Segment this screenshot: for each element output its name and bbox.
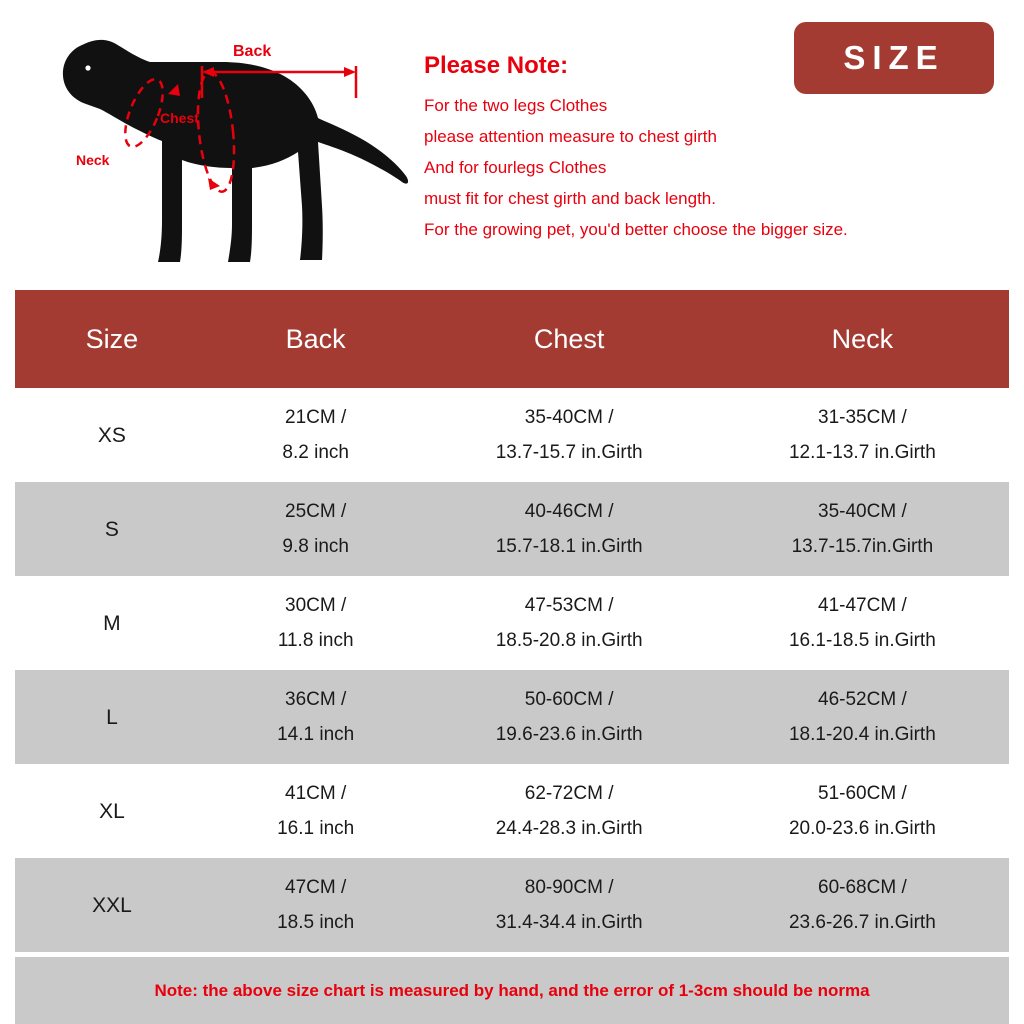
cell-back-inch: 16.1 inch [277,818,355,839]
cell-chest-cm: 47-53CM / [524,595,614,616]
cell-neck [716,764,1009,858]
cell-chest [423,858,716,952]
table-row [15,670,1009,764]
cell-size: L [15,670,209,764]
cell-back-cm: 41CM / [285,783,347,804]
cell-neck-inch: 16.1-18.5 in.Girth [788,630,936,651]
cell-size: XS [97,423,126,447]
cell-back [209,670,423,764]
diagram-label-neck: Neck [76,152,110,168]
cell-chest [423,764,716,858]
cell-back-cm: 21CM / [285,407,347,428]
cell-size: M [103,611,121,635]
cell-chest-inch: 31.4-34.4 in.Girth [495,912,643,933]
cell-chest-inch: 19.6-23.6 in.Girth [495,724,643,745]
cell-back-cm: 30CM / [285,595,347,616]
cell-back-cm: 25CM / [285,501,347,522]
cell-chest-cm: 50-60CM / [524,689,614,710]
cell-back [209,764,423,858]
cell-back [209,388,423,482]
table-row [15,576,1009,670]
note-line-1: For the two legs Clothes [424,96,608,115]
cell-neck-cm: 31-35CM / [818,407,907,428]
size-badge [794,22,994,94]
cell-neck-inch: 12.1-13.7 in.Girth [788,442,936,463]
cell-back [209,858,423,952]
cell-back-inch: 11.8 inch [277,630,354,651]
dog-silhouette-icon [30,10,410,280]
cell-neck [716,388,1009,482]
table-row [15,388,1009,482]
cell-chest-cm: 35-40CM / [524,407,614,428]
cell-back-inch: 8.2 inch [282,442,349,463]
cell-neck-inch: 23.6-26.7 in.Girth [788,912,936,933]
cell-neck-cm: 60-68CM / [818,877,907,898]
note-line-3: And for fourlegs Clothes [424,158,607,177]
note-title: Please Note: [424,52,569,79]
cell-chest-inch: 18.5-20.8 in.Girth [495,630,643,651]
column-header-neck: Neck [716,290,1009,388]
cell-neck-cm: 46-52CM / [818,689,907,710]
cell-chest-cm: 62-72CM / [524,783,614,804]
cell-neck [716,576,1009,670]
cell-neck-inch: 13.7-15.7in.Girth [791,536,934,557]
cell-back-inch: 14.1 inch [277,724,355,745]
cell-back [209,576,423,670]
cell-neck-cm: 35-40CM / [818,501,907,522]
cell-chest [423,576,716,670]
diagram-label-chest: Chest [160,110,199,126]
column-header-size: Size [15,290,209,388]
column-header-chest: Chest [423,290,716,388]
column-header-back: Back [209,290,423,388]
cell-neck-cm: 51-60CM / [818,783,907,804]
footer-note [15,957,1009,1024]
table-row [15,858,1009,952]
cell-neck [716,858,1009,952]
size-chart-table [15,290,1009,952]
table-header-row [15,290,1009,388]
note-line-2: please attention measure to chest girth [424,127,717,146]
cell-neck-inch: 20.0-23.6 in.Girth [788,818,936,839]
note-line-5: For the growing pet, you'd better choose the bigger size. [424,220,848,239]
cell-neck [716,670,1009,764]
cell-back-cm: 36CM / [285,689,347,710]
footer-note-text: Note: the above size chart is measured by hand, and the error of 1-3cm should be norma [154,980,870,1000]
cell-chest-cm: 80-90CM / [524,877,614,898]
cell-back-cm: 47CM / [285,877,347,898]
please-note-block [424,52,848,245]
header-section [0,0,1024,290]
size-badge-label: SIZE [843,39,945,76]
cell-chest [423,670,716,764]
cell-neck-cm: 41-47CM / [818,595,907,616]
cell-chest-cm: 40-46CM / [524,501,614,522]
cell-chest-inch: 13.7-15.7 in.Girth [495,442,643,463]
table-row [15,482,1009,576]
table-row [15,764,1009,858]
cell-back [209,482,423,576]
note-line-4: must fit for chest girth and back length. [424,189,716,208]
cell-size: S [15,482,209,576]
diagram-label-back: Back [233,43,272,60]
cell-chest-inch: 15.7-18.1 in.Girth [495,536,643,557]
cell-size: XXL [15,858,209,952]
cell-back-inch: 18.5 inch [277,912,355,933]
cell-size: XL [99,799,125,823]
cell-neck [716,482,1009,576]
cell-back-inch: 9.8 inch [282,536,349,557]
dog-measurement-diagram [30,10,410,280]
cell-chest-inch: 24.4-28.3 in.Girth [495,818,643,839]
cell-chest [423,388,716,482]
cell-chest [423,482,716,576]
cell-neck-inch: 18.1-20.4 in.Girth [788,724,936,745]
